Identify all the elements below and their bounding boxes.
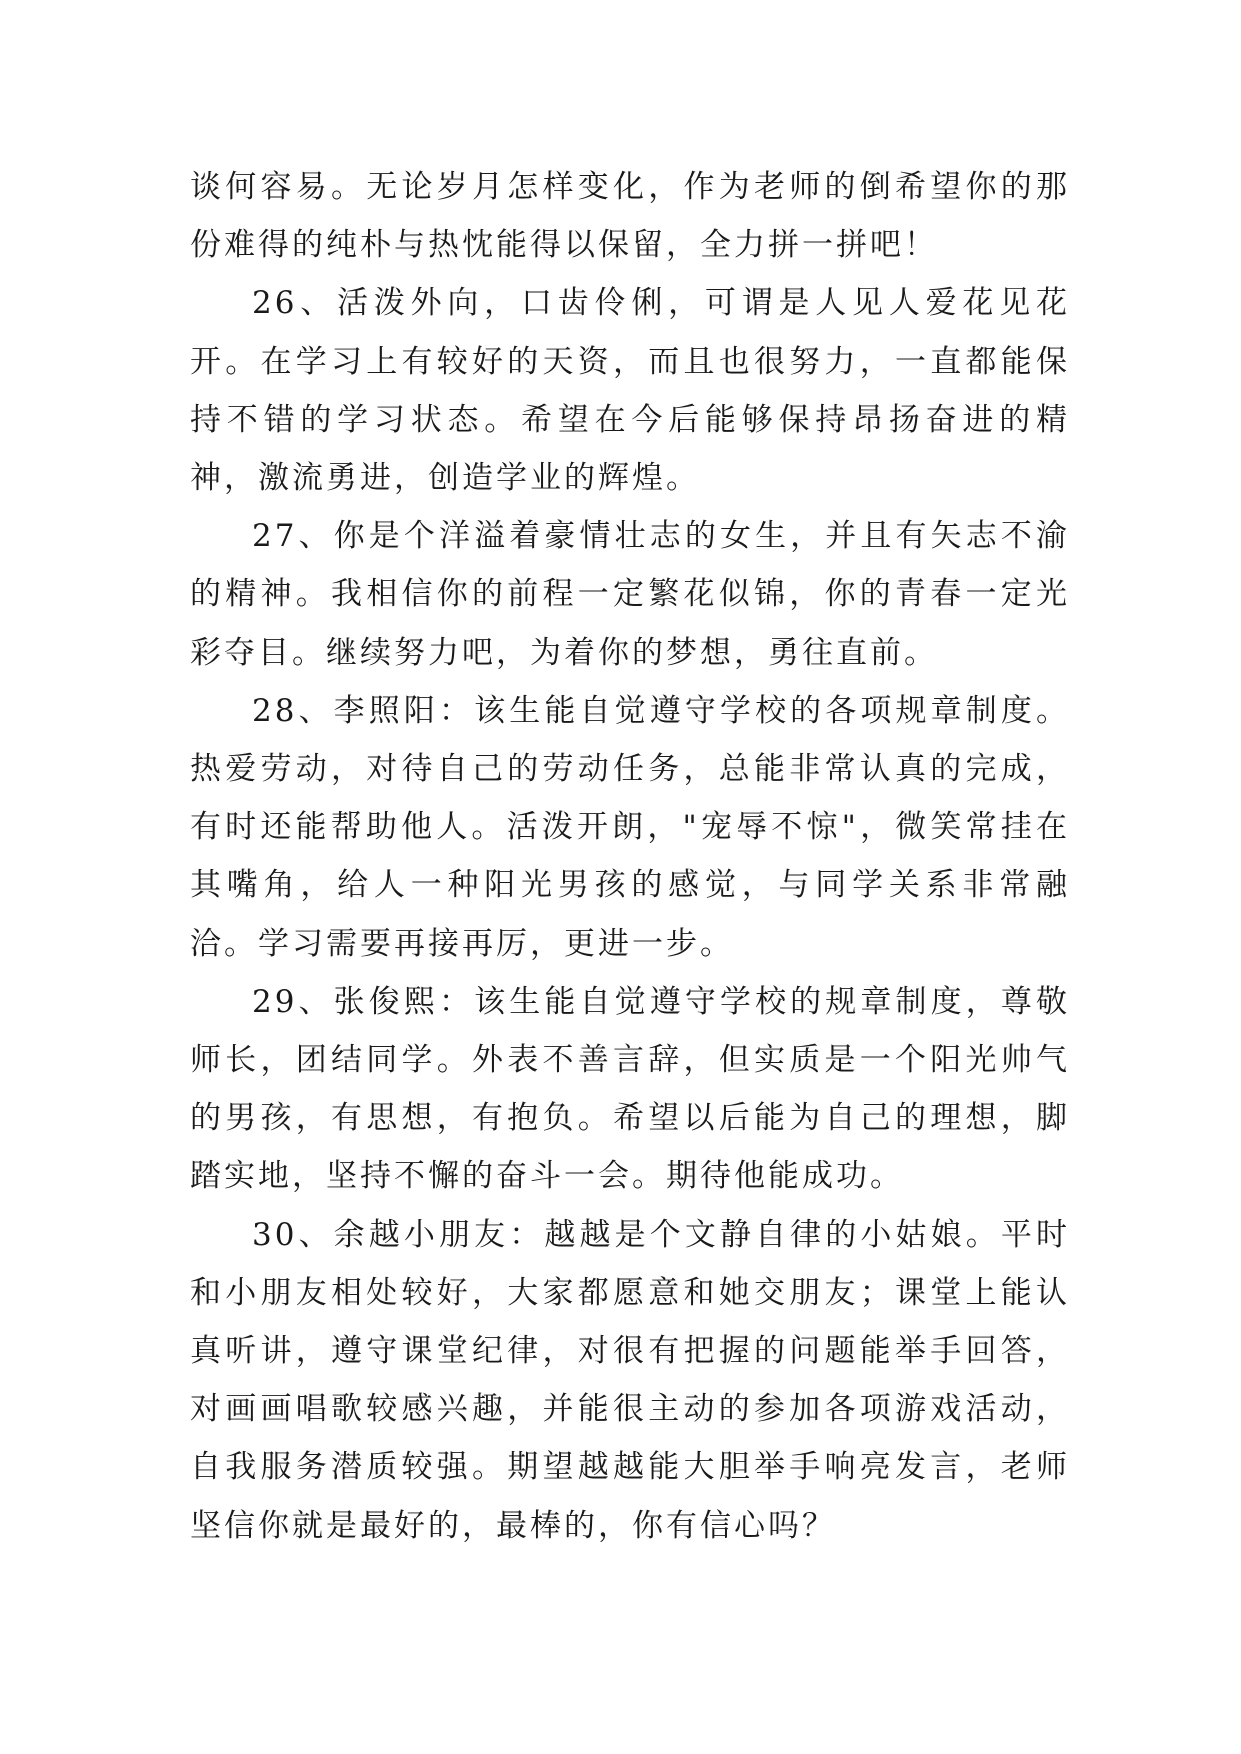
paragraph-comment-26: 26、活泼外向，口齿伶俐，可谓是人见人爱花见花开。在学习上有较好的天资，而且也很努力，一直都能保持不错的学习状态。希望在今后能够保持昂扬奋进的精神，激流勇进，创造学业的辉煌。 [190, 285, 1070, 497]
paragraph-comment-27: 27、你是个洋溢着豪情壮志的女生，并且有矢志不渝的精神。我相信你的前程一定繁花似锦，你的青春一定光彩夺目。继续努力吧，为着你的梦想，勇往直前。 [190, 518, 1070, 671]
paragraph-comment-29: 29、张俊熙：该生能自觉遵守学校的规章制度，尊敬师长，团结同学。外表不善言辞，但实质是一个阳光帅气的男孩，有思想，有抱负。希望以后能为自己的理想，脚踏实地，坚持不懈的奋斗一会。期待他能成功。 [190, 983, 1070, 1195]
document-body [190, 158, 1070, 1555]
paragraph-comment-28: 28、李照阳：该生能自觉遵守学校的各项规章制度。热爱劳动，对待自己的劳动任务，总能非常认真的完成，有时还能帮助他人。活泼开朗，"宠辱不惊"，微笑常挂在其嘴角，给人一种阳光男孩的感觉，与同学关系非常融洽。学习需要再接再厉，更进一步。 [190, 692, 1070, 962]
paragraph-comment-30: 30、余越小朋友：越越是个文静自律的小姑娘。平时和小朋友相处较好，大家都愿意和她交朋友；课堂上能认真听讲，遵守课堂纪律，对很有把握的问题能举手回答，对画画唱歌较感兴趣，并能很主动的参加各项游戏活动，自我服务潜质较强。期望越越能大胆举手响亮发言，老师坚信你就是最好的，最棒的，你有信心吗？ [190, 1216, 1070, 1544]
paragraph-continuation: 谈何容易。无论岁月怎样变化，作为老师的倒希望你的那份难得的纯朴与热忱能得以保留，全力拼一拼吧！ [190, 169, 1070, 264]
